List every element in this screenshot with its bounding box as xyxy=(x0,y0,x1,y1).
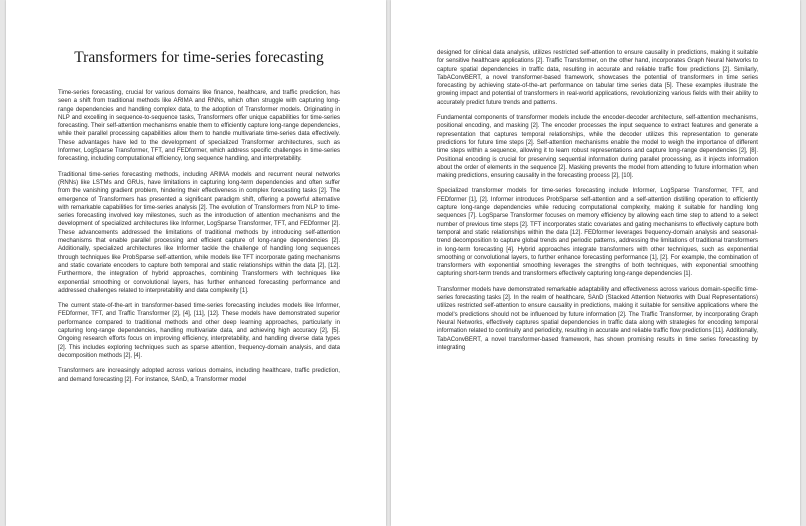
page-content xyxy=(437,0,758,359)
paragraph: Transformer models have demonstrated remarkable adaptability and effectiveness across various domain-specific time-series forecasting tasks [2]. In the realm of healthcare, SAnD (Stacked Attention Networks with Dual Representations) utilizes restricted self-attention to ensure causality in predictions, making it suitable for sensitive applications where the model's predictions should not be influenced by future information [2]. The Traffic Transformer, by incorporating Graph Neural Networks, effectively captures spatial dependencies in traffic data along with strategies for encoding temporal information related to continuity and periodicity, resulting in accurate and reliable traffic flow predictions [11]. Additionally, TabAConvBERT, a novel transformer-based framework, has shown promising results in time series forecasting by integrating xyxy=(437,286,758,351)
paragraph: designed for clinical data analysis, utilizes restricted self-attention to ensure causality in predictions, making it suitable for sensitive healthcare applications [2]. Traffic Transformer, on the other hand, incorporates Graph Neural Networks to capture spatial dependencies in traffic data, resulting in accurate and reliable traffic flow predictions [2]. Similarly, TabAConvBERT, a novel transformer-based framework, showcases the potential of transformers in time series forecasting by achieving state-of-the-art performance on tabular time series data [5]. These examples illustrate the growing impact and potential of transformers in real-world applications, revolutionizing various fields with their ability to accurately predict future trends and patterns. xyxy=(437,50,758,106)
paragraph: Specialized transformer models for time-series forecasting include Informer, LogSparse Transformer, TFT, and FEDformer [1], [2]. Informer introduces ProbSparse self-attention and a self-attention distilling operation to efficiently capture long-range dependencies while reducing computational complexity, making it suitable for handling long sequences [7]. LogSparse Transformer focuses on memory efficiency by allowing each time step to attend to a select number of previous time steps [2]. TFT incorporates static covariates and gating mechanisms to effectively capture both temporal and static relationships within the data [12]. FEDformer leverages frequency-domain analysis and seasonal-trend decomposition to capture global trends and periodic patterns, addressing the limitations of traditional transformers in long-term forecasting [4]. Hybrid approaches integrate transformers with other techniques, such as exponential smoothing or convolutional layers, to further enhance forecasting performance [1], [2]. For example, the combination of transformers with exponential smoothing leverages the strengths of both techniques, with exponential smoothing capturing short-term trends and transformers effectively capturing long-range dependencies [1]. xyxy=(437,188,758,278)
paragraph: The current state-of-the-art in transformer-based time-series forecasting includes models like Informer, FEDformer, TFT, and Traffic Transformer [2], [4], [11], [12]. These models have demonstrated superior performance compared to traditional methods and other deep learning approaches, particularly in capturing long-range dependencies, handling multivariate data, and achieving high accuracy [2], [5]. Ongoing research efforts focus on improving efficiency, interpretability, and handling diverse data types [2]. This includes exploring techniques such as sparse attention, frequency-domain analysis, and data decomposition methods [2], [4]. xyxy=(58,303,340,359)
paragraph: Traditional time-series forecasting methods, including ARIMA models and recurrent neural networks (RNNs) like LSTMs and GRUs, have limitations in capturing long-term dependencies and often suffer from the vanishing gradient problem, hindering their effectiveness in complex forecasting tasks [2]. The emergence of Transformers has presented a significant paradigm shift, offering a powerful alternative with remarkable capabilities for time-series analysis [2]. The evolution of Transformers from NLP to time-series forecasting involved key milestones, such as the introduction of attention mechanisms and the development of specialized architectures like Informer, LogSparse Transformer, TFT, and FEDformer [2]. These advancements addressed the limitations of traditional methods by introducing self-attention mechanisms that enable parallel processing and efficient capture of long-range dependencies [2]. Additionally, specialized architectures like Informer tackle the challenge of handling long sequences through techniques like ProbSparse self-attention, while models like TFT incorporate gating mechanisms and static covariate encoders to capture both temporal and static relationships within the data [2], [12]. Furthermore, the integration of hybrid approaches, combining Transformers with techniques like exponential smoothing or convolutional layers, has further enhanced forecasting performance and addressed challenges related to interpretability and data complexity [1]. xyxy=(58,171,340,294)
body-text xyxy=(437,49,758,352)
document-title: Transformers for time-series forecasting xyxy=(74,49,324,66)
page-content xyxy=(58,0,340,391)
paragraph: Time-series forecasting, crucial for various domains like finance, healthcare, and traffic prediction, has seen a shift from traditional methods like ARIMA and RNNs, which often struggle with capturing long-range dependencies and handling complex data, to the adoption of Transformer models. Originating in NLP and excelling in sequence-to-sequence tasks, Transformers offer unique capabilities for time-series forecasting. Their self-attention mechanisms enable them to efficiently capture long-range dependencies, while their parallel processing capabilities allow them to handle multivariate time-series data effectively. These advantages have led to the development of specialized Transformer architectures, such as Informer, LogSparse Transformer, TFT, and FEDformer, which address specific challenges in time-series forecasting, including computational efficiency, long sequence handling, and interpretability. xyxy=(58,90,340,163)
document-page-left xyxy=(6,0,386,526)
paragraph: Transformers are increasingly adopted across various domains, including healthcare, traffic prediction, and demand forecasting [2]. For instance, SAnD, a Transformer model xyxy=(58,368,340,383)
body-text xyxy=(58,89,340,384)
document-page-right xyxy=(391,0,800,526)
paragraph: Fundamental components of transformer models include the encoder-decoder architecture, self-attention mechanisms, positional encoding, and masking [2]. The encoder processes the input sequence to extract features and generate a representation that captures temporal relationships, while the decoder utilizes this representation to generate predictions for future time steps [2]. Self-attention mechanisms enable the model to weigh the importance of different time steps within a sequence, allowing it to learn robust representations and capture long-range dependencies [2], [8]. Positional encoding is crucial for preserving sequential information during parallel processing, as it injects information about the order of elements in the sequence [2]. Masking prevents the model from attending to future information when making predictions, ensuring causality in the forecasting process [2], [10]. xyxy=(437,115,758,180)
